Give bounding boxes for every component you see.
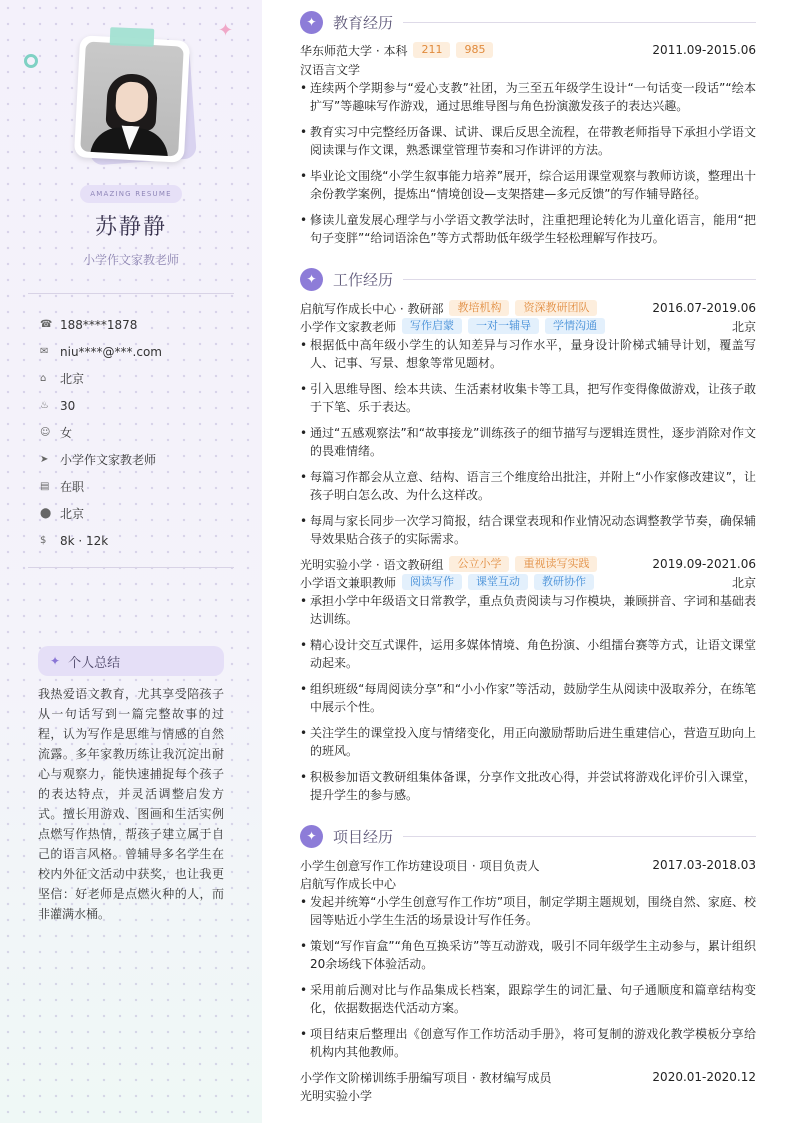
tag: 写作启蒙 xyxy=(402,318,462,334)
list-item: • 修读儿童发展心理学与小学语文教学法时，注重把理论转化为儿童化语言，能用“把句子变胖”“给词语涂色”等方式帮助低年级学生轻松理解写作技巧。 xyxy=(300,211,756,247)
contact-item-status xyxy=(40,473,240,500)
organization: 光明实验小学 · 语文教研组 xyxy=(300,557,444,572)
date-range: 2011.09-2015.06 xyxy=(652,43,756,57)
list-item: • 毕业论文围绕“小学生叙事能力培养”展开，综合运用课堂观察与教师访谈，整理出十余份教学案例，提炼出“情境创设—支架搭建—多元反馈”的写作辅导路径。 xyxy=(300,167,756,203)
contact-item-location xyxy=(40,500,240,527)
project-name: 小学生创意写作工作坊建设项目 · 项目负责人 xyxy=(300,858,540,873)
list-item: • 每篇习作都会从立意、结构、语言三个维度给出批注，并附上“小作家修改建议”，让孩子明白怎么改、为什么这样改。 xyxy=(300,468,756,504)
contact-item-phone xyxy=(40,311,240,338)
organization: 光明实验小学 xyxy=(300,1088,373,1103)
sparkle-icon: ✦ xyxy=(50,654,61,668)
cake-icon: ♨ xyxy=(40,400,49,411)
contact-value: 北京 xyxy=(60,372,85,386)
list-item: • 积极参加语文教研组集体备课，分享作文批改心得，并尝试将游戏化评价引入课堂，提升学生的参与感。 xyxy=(300,768,756,804)
contact-item-target-role xyxy=(40,446,240,473)
candidate-name: 苏静静 xyxy=(94,215,167,240)
contact-item-email xyxy=(40,338,240,365)
work-role xyxy=(300,317,756,335)
education-major xyxy=(300,60,756,78)
list-item: • 根据低中高年级小学生的认知差异与习作水平，量身设计阶梯式辅导计划，覆盖写人、记事、写景、想象等常见题材。 xyxy=(300,336,756,372)
sparkle-icon: ✦ xyxy=(300,268,323,291)
tag: 一对一辅导 xyxy=(468,318,539,334)
role: 小学语文兼职教师 xyxy=(300,575,397,590)
work-bullets xyxy=(300,592,756,812)
organization: 启航写作成长中心 xyxy=(300,876,397,891)
profile-photo xyxy=(80,42,184,157)
section-header-work xyxy=(300,267,756,291)
section-title: 教育经历 xyxy=(333,13,394,32)
contact-value: 8k · 12k xyxy=(60,533,109,548)
city: 北京 xyxy=(731,319,756,334)
work-header xyxy=(300,555,756,573)
project-bullets xyxy=(300,893,756,1069)
tag: 211 xyxy=(413,42,450,58)
project-header xyxy=(300,856,756,874)
section-title: 项目经历 xyxy=(333,827,394,846)
tag: 教研协作 xyxy=(534,574,594,590)
project-header xyxy=(300,1068,756,1086)
tag: 985 xyxy=(456,42,493,58)
date-range: 2019.09-2021.06 xyxy=(652,557,756,571)
project-org xyxy=(300,1086,756,1104)
tag: 课堂互动 xyxy=(468,574,528,590)
sparkle-icon: ✦ xyxy=(300,825,323,848)
school-name: 华东师范大学 · 本科 xyxy=(300,43,408,58)
list-item: • 策划“写作盲盒”“角色互换采访”等互动游戏，吸引不同年级学生主动参与，累计组织20余场线下体验活动。 xyxy=(300,937,756,973)
list-item: • 引入思维导图、绘本共读、生活素材收集卡等工具，把写作变得像做游戏，让孩子敢于下笔、乐于表达。 xyxy=(300,380,756,416)
tape-decoration xyxy=(110,27,155,47)
contact-value: 女 xyxy=(60,426,73,440)
list-item: • 项目结束后整理出《创意写作工作坊活动手册》，将可复制的游戏化教学模板分享给机构内其他教师。 xyxy=(300,1025,756,1061)
section-header-project xyxy=(300,824,756,848)
list-item: • 关注学生的课堂投入度与情绪变化，用正向激励帮助后进生重建信心，营造互助向上的班风。 xyxy=(300,724,756,760)
list-item: • 连续两个学期参与“爱心支教”社团，为三至五年级学生设计“一句话变一段话”“绘本扩写”等趣味写作游戏，通过思维导图与角色扮演激发孩子的表达兴趣。 xyxy=(300,79,756,115)
tag: 公立小学 xyxy=(449,556,509,572)
gender-icon: ☺ xyxy=(40,427,51,438)
section-header-education xyxy=(300,10,756,34)
tag: 阅读写作 xyxy=(402,574,462,590)
contact-item-residence xyxy=(40,365,240,392)
summary-text: 我热爱语文教育，尤其享受陪孩子从一句话写到一篇完整故事的过程，认为写作是思维与情感的自然流露。多年家教历练让我沉淀出耐心与观察力，能快速捕捉每个孩子的表达特点，并灵活调整启发方式。擅长用游戏、图画和生活实例点燃写作热情，帮孩子建立属于自己的语言风格。曾辅导多名学生在校内外征文活动中获奖，也让我更坚信：好老师是点燃火种的人，而非灌满水桶。 xyxy=(38,687,224,921)
work-role xyxy=(300,573,756,591)
contact-value: niu****@***.com xyxy=(60,344,162,359)
tag: 教培机构 xyxy=(449,300,509,316)
list-item: • 发起并统筹“小学生创意写作工作坊”项目，制定学期主题规划，围绕自然、家庭、校园等贴近小学生生活的场景设计写作任务。 xyxy=(300,893,756,929)
contact-value: 30 xyxy=(60,398,76,413)
divider xyxy=(28,567,234,568)
list-item: • 组织班级“每周阅读分享”和“小小作家”等活动，鼓励学生从阅读中汲取养分，在练笔中展示个性。 xyxy=(300,680,756,716)
list-item: • 通过“五感观察法”和“故事接龙”训练孩子的细节描写与逻辑连贯性，逐步消除对作文的畏难情绪。 xyxy=(300,424,756,460)
tag: 重视读写实践 xyxy=(515,556,597,572)
tag: 资深教研团队 xyxy=(515,300,597,316)
role: 小学作文家教老师 xyxy=(300,319,397,334)
divider xyxy=(403,279,756,280)
decorative-ring-icon xyxy=(24,54,38,68)
sparkle-icon: ✦ xyxy=(300,11,323,34)
contact-list xyxy=(40,311,240,554)
contact-value: 小学作文家教老师 xyxy=(60,453,157,467)
sparkle-icon: ✦ xyxy=(218,20,234,41)
sidebar xyxy=(0,0,262,1123)
divider xyxy=(403,22,756,23)
divider xyxy=(403,836,756,837)
divider xyxy=(28,293,234,294)
salary-icon: $ xyxy=(40,535,47,546)
city: 北京 xyxy=(731,575,756,590)
major: 汉语言文学 xyxy=(300,62,361,77)
section-title: 工作经历 xyxy=(333,270,394,289)
list-item: • 承担小学中年级语文日常教学，重点负责阅读与习作模块，兼顾拼音、字词和基础表达训练。 xyxy=(300,592,756,628)
contact-value: 188****1878 xyxy=(60,317,138,332)
education-header xyxy=(300,41,756,59)
resume-badge: AMAZING RESUME xyxy=(80,185,182,203)
date-range: 2020.01-2020.12 xyxy=(652,1070,756,1084)
briefcase-icon: ▤ xyxy=(40,481,50,492)
organization: 启航写作成长中心 · 教研部 xyxy=(300,301,444,316)
list-item: • 采用前后测对比与作品集成长档案，跟踪学生的词汇量、句子通顺度和篇章结构变化，依据数据迭代活动方案。 xyxy=(300,981,756,1017)
summary-header xyxy=(38,646,224,676)
education-bullets xyxy=(300,79,756,255)
mail-icon: ✉ xyxy=(40,346,49,357)
profile-photo-frame xyxy=(74,35,190,163)
candidate-title: 小学作文家教老师 xyxy=(82,253,179,267)
date-range: 2017.03-2018.03 xyxy=(652,858,756,872)
summary-title: 个人总结 xyxy=(68,655,121,671)
location-pin-icon: ⬤ xyxy=(40,508,52,519)
phone-icon: ☎ xyxy=(40,319,53,330)
contact-value: 北京 xyxy=(60,507,85,521)
list-item: • 精心设计交互式课件，运用多媒体情境、角色扮演、小组擂台赛等方式，让语文课堂动起来。 xyxy=(300,636,756,672)
contact-value: 在职 xyxy=(60,480,85,494)
list-item: • 每周与家长同步一次学习简报，结合课堂表现和作业情况动态调整教学节奏，确保辅导效果贴合孩子的实际需求。 xyxy=(300,512,756,548)
work-header xyxy=(300,299,756,317)
contact-item-salary xyxy=(40,527,240,554)
work-bullets xyxy=(300,336,756,556)
contact-item-age xyxy=(40,392,240,419)
project-name: 小学作文阶梯训练手册编写项目 · 教材编写成员 xyxy=(300,1070,552,1085)
send-icon: ➤ xyxy=(40,454,49,465)
project-org xyxy=(300,874,756,892)
date-range: 2016.07-2019.06 xyxy=(652,301,756,315)
tag: 学情沟通 xyxy=(545,318,605,334)
list-item: • 教育实习中完整经历备课、试讲、课后反思全流程，在带教老师指导下承担小学语文阅读课与作文课，熟悉课堂管理节奏和习作讲评的方法。 xyxy=(300,123,756,159)
contact-item-gender xyxy=(40,419,240,446)
home-icon: ⌂ xyxy=(40,373,47,384)
